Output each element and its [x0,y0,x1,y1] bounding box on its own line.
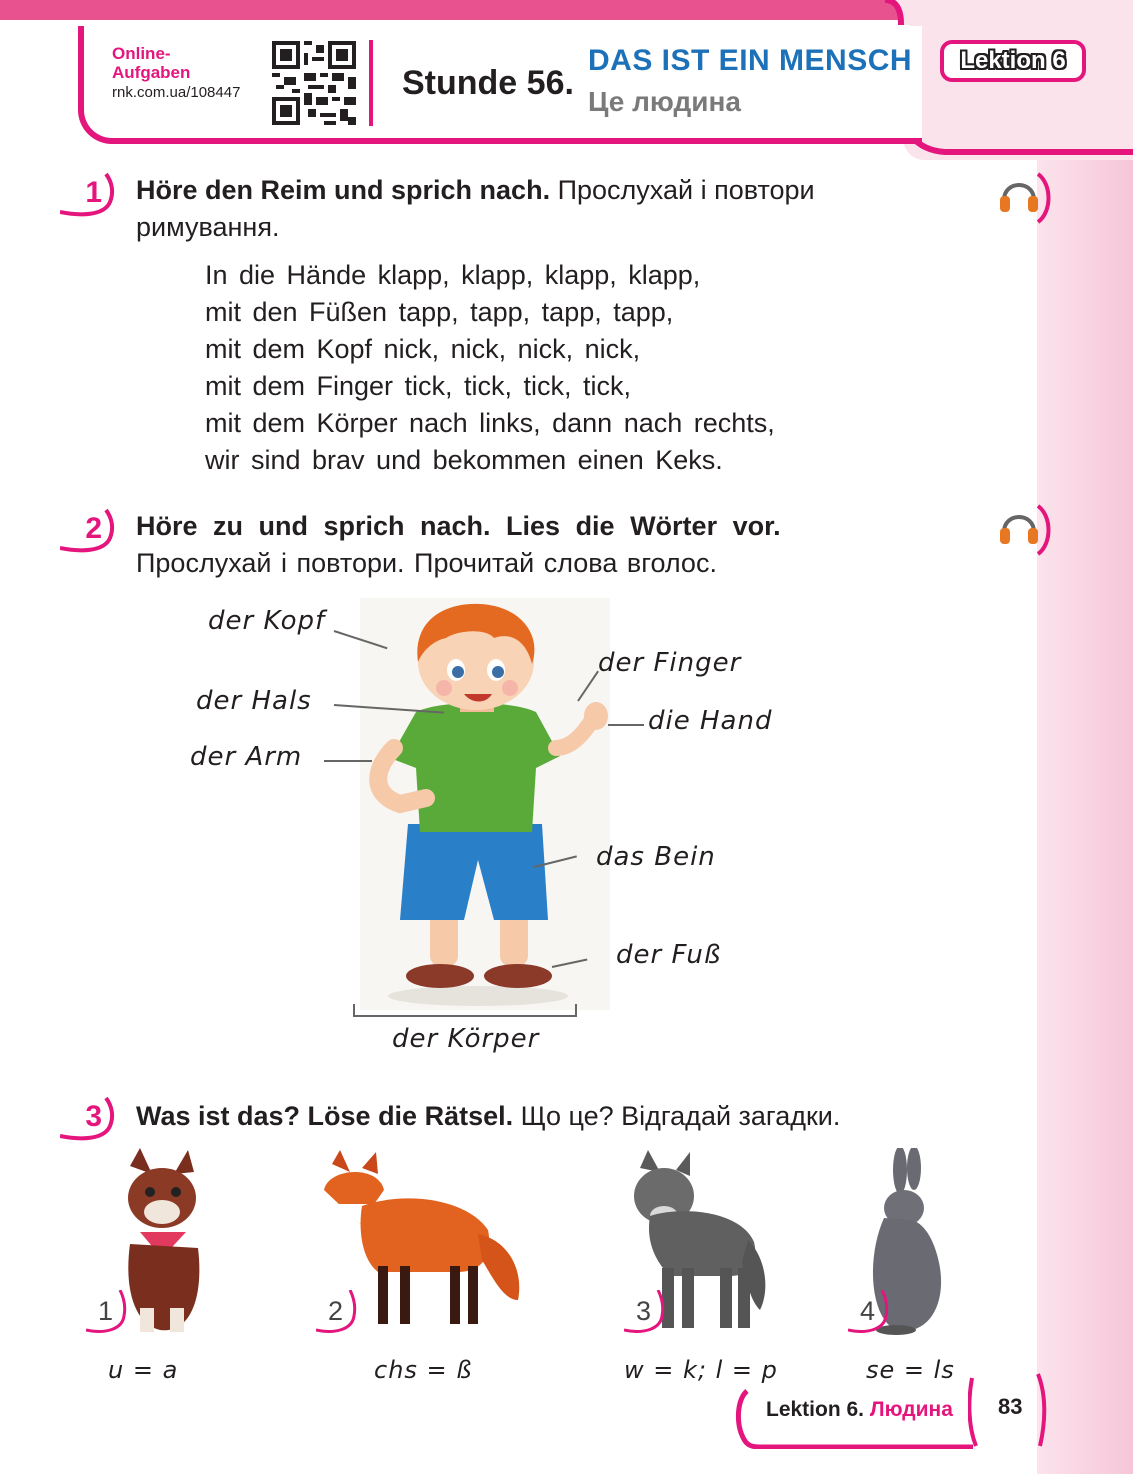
exercise-1-instruction-uk-2: римування. [136,212,280,242]
label-line [324,760,372,762]
label-finger: der Finger [598,648,742,678]
headphones-icon[interactable] [994,168,1052,226]
exercise-number: 2 [85,512,102,545]
riddle-clue-2: chs = ß [374,1356,473,1384]
label-bein: das Bein [596,842,716,872]
page-title: DAS IST EIN MENSCH [588,44,913,77]
page-subtitle: Це людина [588,86,741,117]
rhyme-line: mit dem Körper nach links, dann nach rechts, [205,408,775,438]
exercise-3-number [60,1096,120,1140]
online-line1: Online- [112,44,171,63]
animal-number-3 [624,1290,672,1334]
label-line [608,724,644,726]
animal-number: 1 [98,1296,114,1326]
exercise-number: 3 [85,1100,102,1133]
exercise-3-title [136,1098,926,1135]
online-line2: Aufgaben [112,63,191,82]
animal-number-2 [316,1290,364,1334]
rhyme-line: mit dem Finger tick, tick, tick, tick, [205,371,632,401]
headphones-icon[interactable] [994,500,1052,558]
rhyme-line: mit den Füßen tapp, tapp, tapp, tapp, [205,297,674,327]
footer-lesson-number: Lektion 6. [766,1398,865,1421]
animal-number: 3 [636,1296,652,1326]
footer-lesson [766,1398,953,1422]
rhyme-text [205,257,775,479]
animal-number-4 [848,1290,896,1334]
label-fuss: der Fuß [616,940,722,970]
riddle-clue-3: w = k; l = p [624,1356,778,1384]
exercise-2-instruction-de: Höre zu und sprich nach. Lies die Wörter vor. [136,511,781,541]
rhyme-line: mit dem Kopf nick, nick, nick, nick, [205,334,641,364]
exercise-1-title [136,172,896,246]
qr-code-icon[interactable] [272,41,356,125]
rhyme-line: wir sind brav und bekommen einen Keks. [205,445,723,475]
animal-number: 2 [328,1296,344,1326]
boy-illustration [360,598,610,1010]
top-band [0,0,900,20]
exercise-number: 1 [85,176,102,209]
exercise-1-instruction-de: Höre den Reim und sprich nach. [136,175,551,205]
exercise-1-instruction-uk: Прослухай і повтори [550,175,815,205]
riddle-clue-4: se = ls [866,1356,955,1384]
label-kopf: der Kopf [208,606,326,636]
label-hand: die Hand [648,706,773,736]
label-arm: der Arm [190,742,303,772]
animal-number-1 [86,1290,134,1334]
label-koerper: der Körper [392,1024,540,1054]
header-divider [369,40,373,126]
exercise-1-number [60,172,120,216]
online-url[interactable]: rnk.com.ua/108447 [112,84,241,101]
exercise-2-title [136,508,896,582]
body-bracket [352,1002,578,1022]
riddle-clue-1: u = a [108,1356,179,1384]
exercise-3-instruction-de: Was ist das? Löse die Rätsel. [136,1101,514,1131]
label-hals: der Hals [196,686,312,716]
online-tasks-label[interactable] [112,44,190,82]
lesson-number: Stunde 56. [402,64,574,102]
exercise-2-number [60,508,120,552]
exercise-2-instruction-uk: Прослухай і повтори. Прочитай слова вголос. [136,548,717,578]
lesson-badge: Lektion 6 [940,40,1086,82]
animal-number: 4 [860,1296,876,1326]
exercise-3-instruction-uk: Що це? Відгадай загадки. [513,1101,841,1131]
page-number: 83 [998,1394,1023,1419]
rhyme-line: In die Hände klapp, klapp, klapp, klapp, [205,260,701,290]
footer-topic: Людина [869,1398,953,1421]
